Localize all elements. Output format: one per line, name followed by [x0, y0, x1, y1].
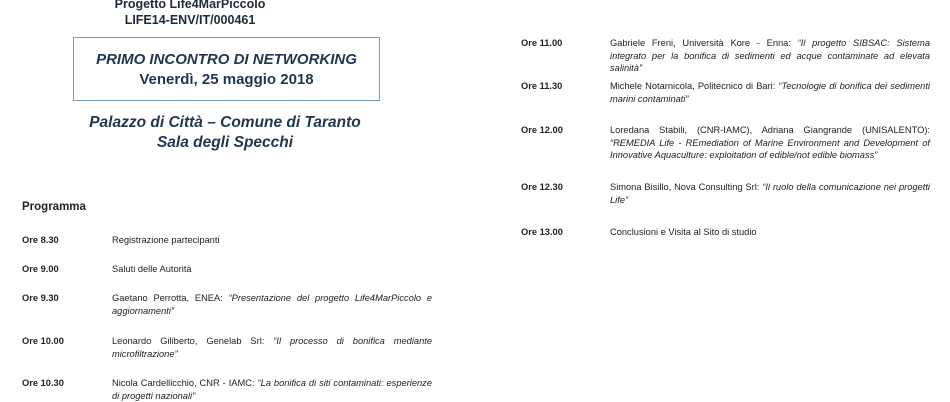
venue-room: Sala degli Specchi: [156, 134, 294, 151]
schedule-speaker: Leonardo Giliberto, Genelab Srl:: [112, 336, 274, 346]
schedule-description: [610, 181, 930, 206]
schedule-time: Ore 11.30: [521, 81, 563, 91]
schedule-time: Ore 12.00: [521, 125, 563, 135]
schedule-description: [610, 80, 930, 105]
schedule-time: Ore 9.30: [22, 293, 59, 303]
schedule-talk: “La bonifica di siti contaminati: esperienze di progetti nazionali”: [112, 378, 432, 401]
project-name: Progetto Life4MarPiccolo: [114, 0, 266, 11]
event-date: Venerdì, 25 maggio 2018: [139, 71, 314, 88]
event-title: PRIMO INCONTRO DI NETWORKING: [96, 51, 357, 68]
schedule-time: Ore 8.30: [22, 235, 59, 245]
project-code: LIFE14-ENV/IT/000461: [124, 13, 256, 27]
schedule-description: [112, 263, 432, 276]
schedule-speaker: Nicola Cardellicchio, CNR - IAMC:: [112, 378, 258, 388]
schedule-description: [610, 124, 930, 162]
schedule-speaker: Loredana Stabili, (CNR-IAMC), Adriana Giangrande (UNISALENTO):: [610, 125, 930, 135]
schedule-speaker: Gaetano Perrotta, ENEA:: [112, 293, 229, 303]
schedule-description: [112, 335, 432, 360]
schedule-talk: “REMEDIA Life - REmediation of Marine Environment and Development of Innovative Aquaculture: exploitation of edible/not edible biomass”: [610, 137, 930, 160]
schedule-description: [112, 377, 432, 402]
schedule-description: [112, 292, 432, 317]
schedule-time: Ore 12.30: [521, 182, 563, 192]
event-title-box: [73, 37, 380, 101]
schedule-speaker: Gabriele Freni, Università Kore - Enna:: [610, 38, 798, 48]
schedule-time: Ore 10.00: [22, 336, 64, 346]
schedule-description: [112, 234, 432, 247]
venue-building: Palazzo di Città – Comune di Taranto: [89, 114, 361, 131]
schedule-talk: “Il processo di bonifica mediante microfiltrazione”: [112, 336, 432, 359]
schedule-time: Ore 13.00: [521, 227, 563, 237]
schedule-time: Ore 11.00: [521, 38, 563, 48]
schedule-talk: “Il progetto SIBSAC: Sistema integrato per la bonifica di sedimenti ed acque contaminate ad elevata salinità”: [610, 38, 930, 73]
schedule-speaker: Conclusioni e Visita al Sito di studio: [610, 227, 757, 237]
schedule-speaker: Registrazione partecipanti: [112, 235, 220, 245]
schedule-speaker: Saluti delle Autorità: [112, 264, 192, 274]
schedule-time: Ore 9.00: [22, 264, 59, 274]
programma-heading: Programma: [22, 201, 86, 213]
schedule-talk: “Presentazione del progetto Life4MarPiccolo e aggiornamenti”: [112, 293, 433, 316]
schedule-speaker: Michele Notarnicola, Politecnico di Bari:: [610, 81, 779, 91]
schedule-talk: “Tecnologie di bonifica dei sedimenti marini contaminati”: [610, 81, 930, 104]
schedule-description: [610, 37, 930, 75]
schedule-description: [610, 226, 930, 239]
schedule-time: Ore 10.30: [22, 378, 64, 388]
schedule-talk: “Il ruolo della comunicazione nei progetti Life”: [610, 182, 930, 205]
schedule-speaker: Simona Bisillo, Nova Consulting Srl:: [610, 182, 763, 192]
